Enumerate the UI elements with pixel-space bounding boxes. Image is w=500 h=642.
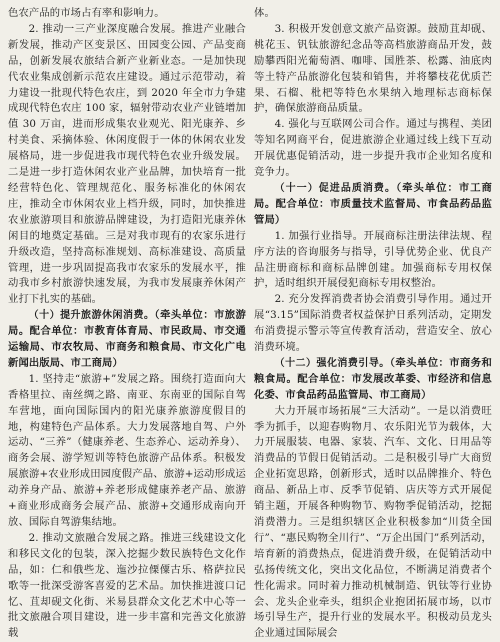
left-column — [8, 6, 246, 640]
section-heading-lead: （牵头单位：市商务和粮食局。配合单位：市发展改革委、市经济和信息化委、市食品药品监管局、市工商局） — [254, 356, 492, 401]
paragraph: 2. 充分发挥消费者协会消费引导作用。通过开展“3.15”国际消费者权益保护日系列活动，定期发布消费提示警示等宣传教育活动，营造安全、放心消费环境。 — [254, 293, 492, 354]
paragraph: 4. 强化与互联网公司合作。通过与携程、美团等知名网商平台，促进旅游企业通过线上线下互动开展优惠促销活动，进一步提升我市企业知名度和竞争力。 — [254, 118, 492, 179]
right-column — [254, 6, 492, 640]
paragraph: 2. 推动文旅融合发展之路。推进三线建设文化和移民文化的包装，深入挖掘少数民族特色文化作品，如：仁和俄些龙、迤沙拉傈僳古乐、格萨拉民歌等一批深受游客喜爱的艺术品。加快推进渡口记忆、苴却砚文化街、米易县群众文化艺术中心等一批文旅融合项目建设，进一步丰富和完善文化旅游载 — [8, 531, 246, 640]
paragraph: 色农产品的市场占有率和影响力。 — [8, 7, 165, 19]
paragraph: 1. 加强行业指导。开展商标注册法律法规、程序方法的咨询服务与指导，引导优势企业、优良产品注册商标和商标品牌创建。加强商标专用权保护，适时组织开展侵犯商标专用权整治。 — [254, 229, 492, 290]
section-heading-10 — [8, 308, 246, 372]
section-heading-title: 提升旅游休闲消费。 — [60, 310, 155, 322]
section-heading-12 — [254, 356, 492, 404]
paragraph: 大力开展市场拓展“三大活动”。一是以消费旺季为抓手，以迎春购物月、农乐阳光节为载体，大力开展服装、电器、家装、汽车、文化、日用品等消费品的节假日促销活动。二是积极引导广大商贸企业拓宽思路，创新形式，适时以品牌推介、特色商品、新品上市、反季节促销、店庆等方式开展促销主题，开展各种购物节、购物季促销活动，挖掘消费潜力。三是组织辖区企业积极参加“川货全国行”、“惠民购物全川行”、“万企出国门”系列活动，培育新的消费热点，促进消费升级，在促销活动中弘扬传统文化，突出文化品位，不断满足消费者个性化需求。同时着力推动机械制造、钒钛等行业协会、龙头企业牵头，组织企业抱团拓展市场，以市场引导生产，提升行业的发展水平。积极动员龙头企业通过国际展会 — [254, 404, 492, 640]
paragraph: 体。 — [254, 7, 275, 19]
paragraph: 1. 坚持走“旅游+”发展之路。围绕打造面向大香格里拉、南丝绸之路、南亚、东南亚的国际自驾车营地，面向国际国内的阳光康养旅游度假目的地，构建特色产品体系。大力发展落地自驾、户外运动、“三养”（健康养老、生态养心、运动养身）、商务会展、游学短训等特色旅游产品体系。积极发展旅游+农业形成田园度假产品、旅游+运动形成运动养身产品、旅游+养老形成健康养老产品、旅游+商业形成商务会展产品、旅游+交通形成南向开放、国际自驾游集结地。 — [8, 372, 246, 528]
section-heading-lead: （牵头单位：市旅游局。配合单位：市教育体育局、市民政局、市交通运输局、市农牧局、市商务和粮食局、市文化广电新闻出版局、市工商局） — [8, 309, 246, 369]
paragraph: 2. 推动一三产业深度融合发展。推进产业融合新发展，推动产区变景区、田园变公园、产品变商品，创新发展农旅结合新产业新业态。一是加快现代农业集成创新示范农庄建设。通过示范带动，着力建设一批现代特色农庄，到 2020 年全市力争建成现代特色农庄 100 家，辐射带动农业产业链增加值 30 万亩，进而形成集农业观光、阳光康养、乡村美食、采摘体验、休闲度假于一体的休闲农业发展格局，进一步促进我市现代特色农业升级发展。二是进一步打造休闲农业产业品牌，加快培育一批经营特色化、管理规范化、服务标准化的休闲农庄，推动全市休闲农业上档升级，同时，加快推进农业旅游项目和旅游品牌建设，为打造阳光康养休闲目的地奠定基础。三是对我市现有的农家乐进行升级改造，坚持高标准规划、高标准建设、高质量管理，进一步巩固提高我市农家乐的发展水平，推动我市乡村旅游快速发展，为我市发展康养休闲产业打下扎实的基础。 — [8, 22, 246, 306]
paragraph: 3. 积极开发创意文旅产品资源。鼓励苴却砚、桃花玉、钒钛旅游纪念品等高档旅游商品开发，鼓励攀西阳光葡萄酒、咖啡、国胜茶、松露、油底肉等土特产品旅游化包装和销售，并将攀枝花优质芒果、石榴、枇杷等特色水果纳入地理标志商标保护，确保旅游商品质量。 — [254, 22, 492, 115]
section-heading-title: （十一）促进品质消费。 — [274, 182, 397, 194]
section-heading-lead: （牵头单位：市工商局。配合单位：市质量技术监督局、市食品药品监管局） — [254, 181, 492, 226]
section-heading-number: （十） — [28, 310, 61, 322]
section-heading-11 — [254, 181, 492, 229]
section-heading-title: （十二）强化消费引导。 — [274, 357, 390, 369]
